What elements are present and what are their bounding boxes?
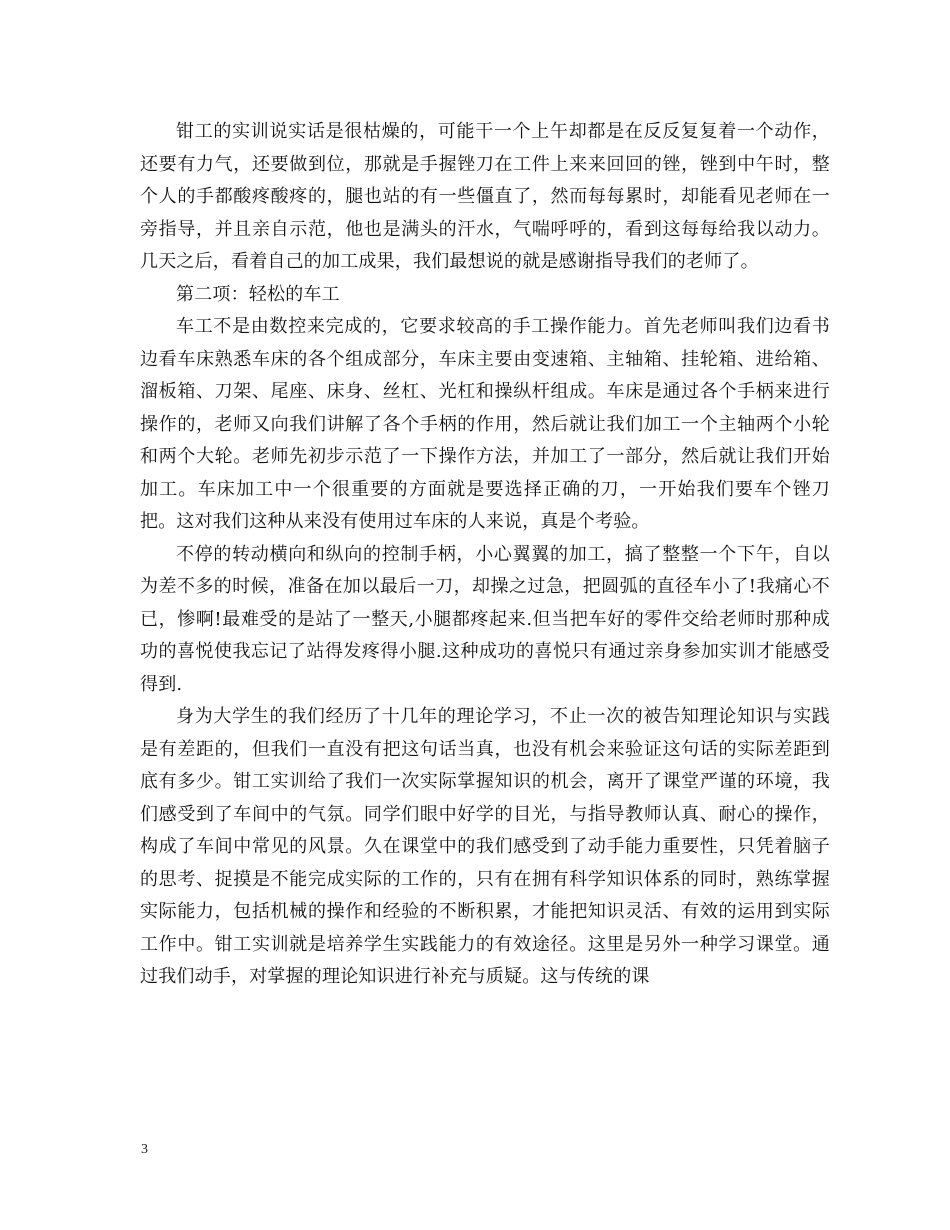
paragraph-fitter-training: 钳工的实训说实话是很枯燥的，可能干一个上午却都是在反反复复着一个动作，还要有力气，还要做到位，那就是手握锉刀在工件上来来回回的锉，锉到中午时，整个人的手都酸疼酸疼的，腿也站的有一些僵直了，然而每每累时，却能看见老师在一旁指导，并且亲自示范，他也是满头的汗水，气喘呼呼的，看到这每每给我以动力。几天之后，看着自己的加工成果，我们最想说的就是感谢指导我们的老师了。 [140, 121, 830, 272]
paragraph-lathe-experience: 不停的转动横向和纵向的控制手柄，小心翼翼的加工，搞了整整一个下午，自以为差不多的时候，准备在加以最后一刀，却操之过急，把圆弧的直径车小了!我痛心不已，惨啊!最难受的是站了一整天,小腿都疼起来.但当把车好的零件交给老师时那种成功的喜悦使我忘记了站得发疼得小腿.这种成功的喜悦只有通过亲身参加实训才能感受得到. [140, 543, 830, 695]
document-body [140, 116, 830, 994]
paragraph-reflection: 身为大学生的我们经历了十几年的理论学习，不止一次的被告知理论知识与实践是有差距的，但我们一直没有把这句话当真，也没有机会来验证这句话的实际差距到底有多少。钳工实训给了我们一次实际掌握知识的机会，离开了课堂严谨的环境，我们感受到了车间中的气氛。同学们眼中好学的目光，与指导教师认真、耐心的操作，构成了车间中常见的风景。久在课堂中的我们感受到了动手能力重要性，只凭着脑子的思考、捉摸是不能完成实际的工作的，只有在拥有科学知识体系的同时，熟练掌握实际能力，包括机械的操作和经验的不断积累，才能把知识灵活、有效的运用到实际工作中。钳工实训就是培养学生实践能力的有效途径。这里是另外一种学习课堂。通过我们动手，对掌握的理论知识进行补充与质疑。这与传统的课 [140, 706, 830, 987]
page-number: 3 [141, 1142, 148, 1157]
section-heading-lathe: 第二项：轻松的车工 [176, 283, 340, 305]
paragraph-lathe-intro: 车工不是由数控来完成的，它要求较高的手工操作能力。首先老师叫我们边看书边看车床熟悉车床的各个组成部分，车床主要由变速箱、主轴箱、挂轮箱、进给箱、溜板箱、刀架、尾座、床身、丝杠、光杠和操纵杆组成。车床是通过各个手柄来进行操作的，老师又向我们讲解了各个手柄的作用，然后就让我们加工一个主轴两个小轮和两个大轮。老师先初步示范了一下操作方法，并加工了一部分，然后就让我们开始加工。车床加工中一个很重要的方面就是要选择正确的刀，一开始我们要车个锉刀把。这对我们这种从来没有使用过车床的人来说，真是个考验。 [140, 316, 830, 532]
